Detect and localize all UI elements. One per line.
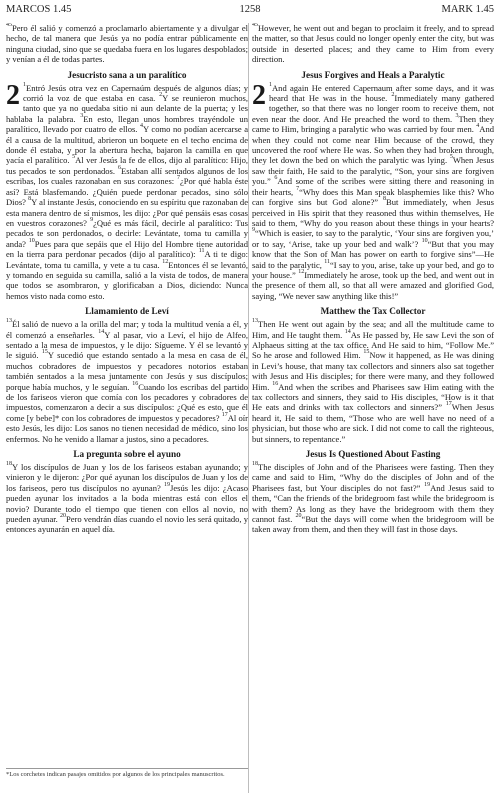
verse-text: Él salió de nuevo a la orilla del mar; y toda la multitud venía a él, y él comenzó a enseñarles.	[6, 319, 248, 340]
verse-text: Jesús les dijo: ¿Acaso pueden ayunar los invitados a la boda mientras está con ellos el novio? Durante todo el tiempo que tienen con ellos al novio, no pueden ayunar.	[6, 482, 248, 525]
footnote: *Los corchetes indican pasajes omitidos por algunos de los principales manuscritos.	[6, 768, 248, 779]
verse-text: And again He entered Capernaum after some days, and it was heard that He was in the house.	[269, 82, 494, 104]
verse-number: 8	[383, 196, 387, 203]
verse-text: “Which is easier, to say to the paralytic, ‘Your sins are forgiven you,’ or to say, ‘Arise, take up your bed and walk’?	[252, 228, 494, 249]
verse-number: 10	[28, 237, 35, 244]
verse-number: 16	[272, 380, 279, 387]
verse-number: 12	[298, 268, 305, 275]
verse-text: Immediately he arose, took up the bed, and went out in the presence of them all, so that all were amazed and glorified God, saying, “We never saw anything like this!”	[252, 269, 494, 301]
verse-number: 2	[159, 92, 163, 99]
verse-number: 9	[90, 216, 94, 223]
passage-block	[252, 79, 494, 302]
verse-text: Immediately many gathered together, so that there was no longer room to receive them, not even near the door. And He preached the word to them.	[252, 93, 494, 124]
verse-number: 10	[421, 237, 428, 244]
verse-text: Estaban allí sentados algunos de los escribas, los cuales razonaban en sus corazones:	[6, 165, 248, 187]
verse-number: 3	[455, 112, 459, 119]
verse-number: 45	[252, 23, 258, 28]
verse-text: Y sucedió que estando sentado a la mesa en casa de él, muchos cobradores de impuestos y pecadores notorios estaban también sentados a la mesa juntamente con Jesús y sus discípulos; porque había muchos, y le seguían.	[6, 350, 248, 392]
spanish-column	[6, 23, 248, 793]
verse-text: Pero vendrán días cuando el novio les será quitado, y entonces ayunarán en aquel día.	[6, 514, 248, 535]
chapter-number: 2	[252, 79, 266, 111]
verse-text: “Why does this Man speak blasphemies like this? Who can forgive sins but God alone?”	[252, 186, 494, 208]
verse-text: And Jesus said to them, “Can the friends of the bridegroom fast while the bridegroom is with them? As long as they have the bridegroom with them they cannot fast.	[252, 482, 494, 525]
verse-text: Then they came to Him, bringing a paralytic who was carried by four men.	[252, 113, 494, 135]
verse-number: 5	[72, 154, 76, 161]
passage-block	[6, 462, 248, 535]
verse-number: 11	[198, 248, 205, 255]
verse-text: Entró Jesús otra vez en Capernaúm después de algunos días; y corrió la voz de que estaba en casa.	[23, 82, 248, 104]
verse-number: 7	[296, 185, 300, 192]
passage-block	[6, 23, 248, 65]
passage-block	[6, 319, 248, 444]
verse-text: “But that you may know that the Son of Man has power on earth to forgive sins”—He said to the paralytic,	[252, 238, 494, 270]
verse-text: The disciples of John and of the Pharisees were fasting. Then they came and said to Him, “Why do the disciples of John and of the Pharisees fast, but Your disciples do not fast?”	[252, 462, 494, 493]
verse-number: 12	[162, 258, 169, 265]
verse-number: 16	[132, 380, 139, 387]
section-heading: Llamamiento de Leví	[85, 306, 169, 317]
verse-text: When Jesus heard it, He said to them, “Those who are well have no need of a physician, but those who are sick. I did not come to call the righteous, but sinners, to repentance.”	[252, 402, 494, 444]
verse-number: 6	[274, 175, 278, 182]
verse-text: Cuando los escribas del partido de los fariseos vieron que comía con los pecadores y cobradores de impuestos, comenzaron a decir a sus discípulos: ¿Qué es esto, que él come [y bebe]* con los cobradores de impuestos y pecadores?	[6, 381, 248, 423]
passage-block	[252, 462, 494, 535]
verse-number: 15	[41, 349, 48, 356]
verse-number: 13	[6, 318, 12, 325]
verse-text: Al oír esto Jesús, les dijo: Los sanos no tienen necesidad de médico, sino los enfermos. No he venido a llamar a justos, sino a pecadores.	[6, 412, 248, 444]
verse-number: 15	[363, 349, 370, 356]
verse-text: Y al instante Jesús, conociendo en su espíritu que razonaban de esta manera dentro de sí mismos, les dijo: ¿Por qué pensáis esas cosas en vuestros corazones?	[6, 197, 248, 228]
verse	[252, 23, 494, 64]
verse-text: But immediately, when Jesus perceived in His spirit that they reasoned thus within themselves, He said to them, “Why do you reason about these things in your hearts?	[252, 197, 494, 228]
english-column	[252, 23, 494, 793]
verse-number: 20	[295, 513, 302, 520]
verse-number: 11	[324, 258, 331, 265]
verse-number: 1	[269, 81, 272, 88]
verse-number: 20	[59, 513, 66, 520]
verse-text: Then He went out again by the sea; and all the multitude came to Him, and He taught them.	[252, 319, 494, 340]
chapter-number: 2	[6, 79, 20, 111]
page-number: 1258	[239, 4, 261, 15]
verse-text: ¿Por qué habla éste así? Está blasfemando. ¿Quién puede perdonar pecados, sino sólo Dios?	[6, 176, 248, 208]
verse-text: Now it happened, as He was dining in Levi’s house, that many tax collectors and sinners also sat together with Jesus and His disciples; for there were many, and they followed Him.	[252, 350, 494, 392]
verse-number: 7	[176, 175, 180, 182]
page-header	[6, 4, 494, 18]
verse-text: And when the scribes and Pharisees saw Him eating with the tax collectors and sinners, they said to His disciples, “How is it that He eats and drinks with tax collectors and sinners?”	[252, 381, 494, 413]
passage-block	[252, 23, 494, 65]
verse-number: 19	[424, 481, 431, 488]
verse-number: 19	[164, 481, 171, 488]
verse-text: Y al pasar, vio a Leví, el hijo de Alfeo, sentado a la mesa de impuestos, y le dijo: Sígueme. Y él se levantó y le siguió.	[6, 329, 248, 361]
passage-block	[252, 319, 494, 444]
verse-number: 18	[252, 461, 258, 468]
verse-number: 14	[344, 328, 351, 335]
verse-number: 13	[252, 318, 258, 325]
verse-number: 5	[449, 154, 453, 161]
verse-number: 45	[6, 23, 12, 28]
verse-text: Entonces él se levantó, y tomando en seguida su camilla, salió a la vista de todos, de manera que todos se asombraron, y glorificaban a Dios, diciendo: Nunca hemos visto nada como esto.	[6, 259, 248, 301]
verse-number: 17	[221, 411, 228, 418]
verse-number: 6	[118, 164, 122, 171]
verse-text: ¿Qué es más fácil, decirle al paralítico: Tus pecados te son perdonados, o decirle: Levántate, toma tu camilla y anda?	[6, 217, 248, 249]
verse-text: A ti te digo: Levántate, toma tu camilla, y vete a tu casa.	[6, 249, 248, 270]
verse-text: Y los discípulos de Juan y los de los fariseos estaban ayunando; y vinieron y le dijeron: ¿Por qué ayunan los discípulos de Juan y los de los fariseos, pero tus discípulos no ayunan?	[6, 462, 248, 493]
verse-number: 4	[140, 123, 143, 130]
verse-number: 17	[445, 401, 452, 408]
section-heading: Matthew the Tax Collector	[320, 306, 426, 317]
header-left-reference: MARCOS 1.45	[6, 4, 72, 15]
verse-text: However, he went out and began to proclaim it freely, and to spread the matter, so that Jesus could no longer openly enter the city, but was outside in deserted places; and they came to Him from every direction.	[252, 23, 494, 65]
verse-number: 18	[6, 461, 12, 468]
verse-text: As He passed by, He saw Levi the son of Alphaeus sitting at the tax office. And He said to him, “Follow Me.” So he arose and followed Him.	[252, 329, 494, 361]
verse-text: Pero él salió y comenzó a proclamarlo abiertamente y a divulgar el hecho, de tal manera que Jesús ya no podía entrar públicamente en ninguna ciudad, sino que se quedaba fuera en los lugares despoblados; y venían a él de todas partes.	[6, 23, 248, 65]
verse-text: Y se reunieron muchos, tanto que ya no quedaba sitio ni aun delante de la puerta; y les hablaba la palabra.	[6, 93, 248, 124]
verse-text: Pues para que sepáis que el Hijo del Hombre tiene autoridad en la tierra para perdonar pecados (dijo al paralítico):	[6, 238, 248, 260]
verse-text: Y como no podían acercarse a él a causa de la multitud, abrieron un boquete en el techo encima de donde él estaba, y por la abertura hecha, bajaron la camilla en que yacía el paralítico.	[6, 124, 248, 166]
verse-text: Al ver Jesús la fe de ellos, dijo al paralítico: Hijo, tus pecados te son perdonados.	[6, 155, 248, 176]
section-heading: Jesus Forgives and Heals a Paralytic	[301, 69, 445, 80]
verse-number: 4	[476, 123, 480, 130]
passage-block	[6, 79, 248, 302]
verse-text: And when they could not come near Him because of the crowd, they uncovered the roof where He was. So when they had broken through, they let down the bed on which the paralytic was lying.	[252, 124, 494, 166]
verse-number: 2	[391, 92, 395, 99]
verse-number: 14	[98, 328, 105, 335]
section-heading: Jesucristo sana a un paralítico	[67, 69, 187, 80]
verse-text: “But the days will come when the bridegroom will be taken away from them, and then they will fast in those days.	[252, 514, 494, 535]
verse-text: When Jesus saw their faith, He said to the paralytic, “Son, your sins are forgiven you.”	[252, 155, 494, 187]
verse-text: En esto, llegan unos hombres trayéndole un paralítico, llevado por cuatro de ellos.	[6, 113, 248, 135]
verse-number: 1	[23, 81, 26, 88]
verse-text: “I say to you, arise, take up your bed, and go to your house.”	[252, 259, 494, 280]
verse-text: And some of the scribes were sitting there and reasoning in their hearts,	[252, 176, 494, 197]
verse-number: 3	[80, 112, 84, 119]
header-right-reference: MARK 1.45	[441, 4, 494, 15]
section-heading: Jesus Is Questioned About Fasting	[305, 449, 441, 460]
section-heading: La pregunta sobre el ayuno	[73, 449, 181, 460]
verse	[6, 23, 248, 64]
column-divider	[248, 23, 249, 793]
verse-number: 9	[252, 227, 255, 234]
verse-number: 8	[28, 196, 32, 203]
